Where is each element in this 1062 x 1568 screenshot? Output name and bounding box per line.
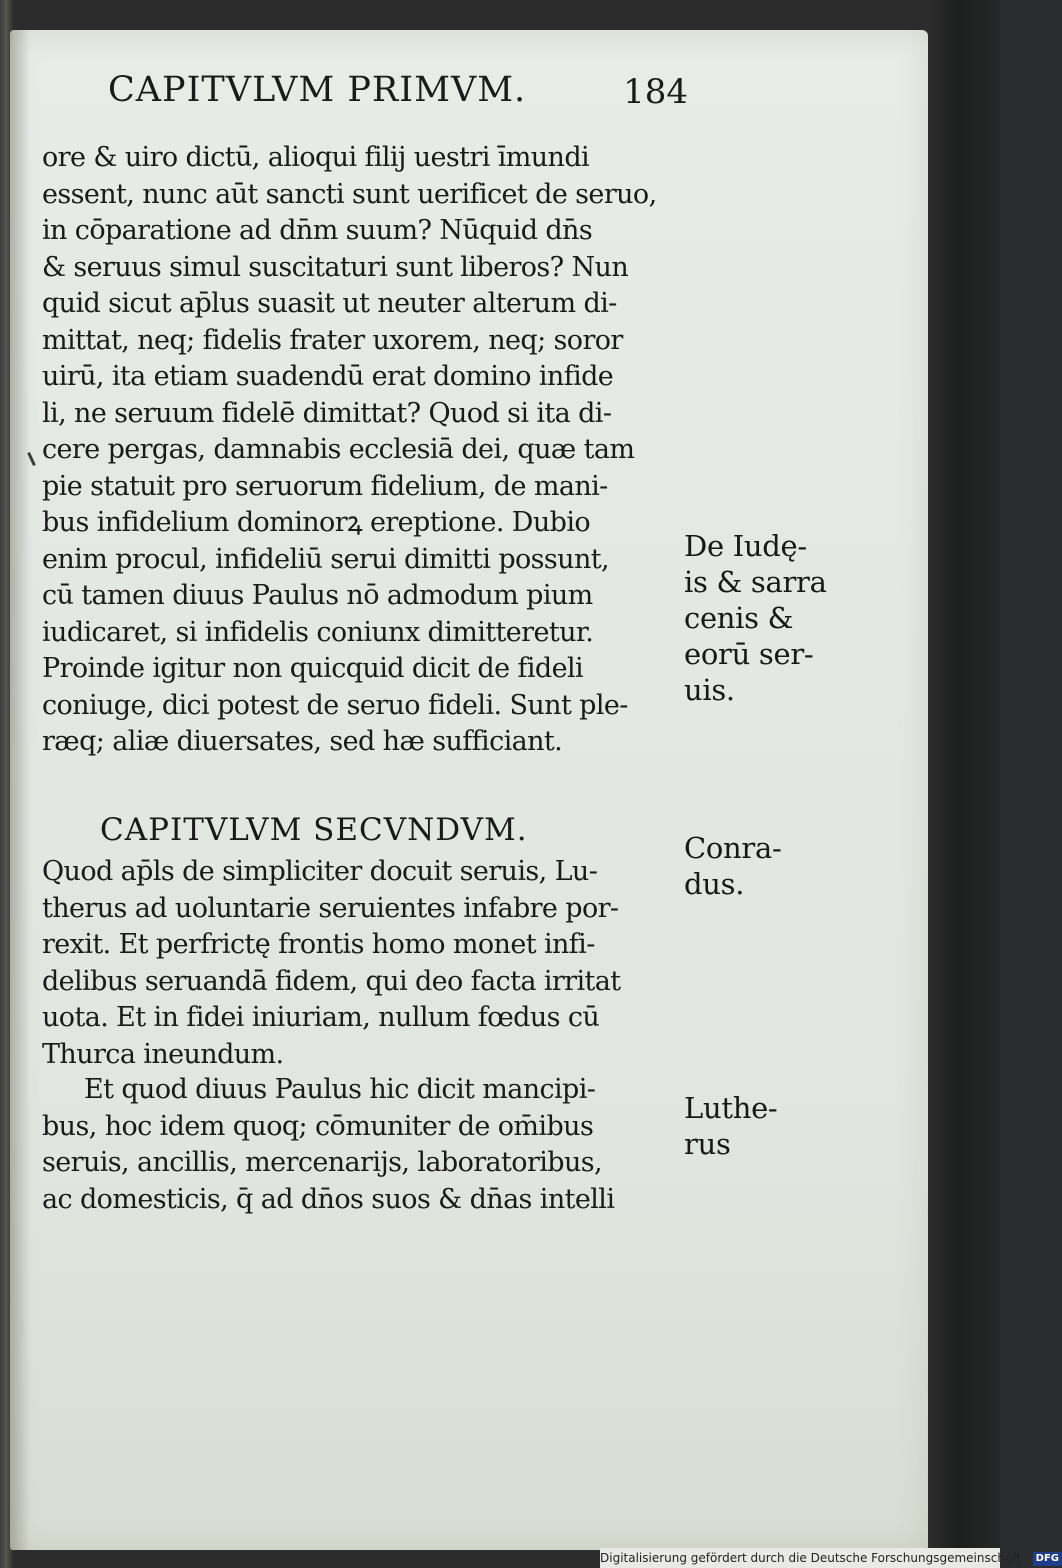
- body-text-block-1: [42, 140, 674, 761]
- marginal-line: Luthe-: [684, 1091, 778, 1125]
- text-line: pie statuit pro seruorum fidelium, de mani-: [42, 470, 608, 502]
- text-line: rexit. Et perfrictę frontis homo monet infi-: [42, 929, 595, 960]
- credit-text: Digitalisierung gefördert durch die Deutsche Forschungsgemeinschaft: [600, 1551, 1022, 1565]
- marginal-line: rus: [684, 1127, 731, 1161]
- text-line: delibus seruandā fidem, qui deo facta irritat: [42, 965, 621, 997]
- text-line: Proinde igitur non quicquid dicit de fideli: [42, 653, 584, 684]
- text-line: essent, nunc aūt sancti sunt uerificet de seruo,: [42, 178, 657, 210]
- text-line: cū tamen diuus Paulus nō admodum pium: [42, 580, 593, 611]
- marginal-note-3: [684, 1090, 777, 1162]
- chapter-heading: CAPITVLVM SECVNDVM.: [100, 812, 528, 848]
- text-line: Quod ap̄ls de simpliciter docuit seruis, Lu-: [42, 856, 598, 887]
- body-text-block-3: [42, 1072, 674, 1218]
- marginal-line: dus.: [684, 867, 745, 901]
- text-line: cere pergas, damnabis ecclesiā dei, quæ tam: [42, 434, 635, 465]
- text-line: uota. Et in fidei iniuriam, nullum fœdus cū: [42, 1002, 600, 1033]
- text-line: uirū, ita etiam suadendū erat domino infide: [42, 361, 614, 392]
- dfg-logo: DFG: [1033, 1552, 1062, 1566]
- marginal-note-2: [684, 830, 781, 902]
- text-line: bus infidelium dominorꝝ ereptione. Dubio: [42, 507, 591, 538]
- text-line: bus, hoc idem quoq; cōmuniter de om̄ibus: [42, 1110, 594, 1142]
- text-line: ac domesticis, q̄ ad dn̄os suos & dn̄as intelli: [42, 1183, 615, 1215]
- marginal-line: De Iudę-: [684, 529, 807, 563]
- page-gutter-shadow: [10, 30, 30, 1550]
- text-line: iudicaret, si infidelis coniunx dimitteretur.: [42, 616, 594, 648]
- text-line: ræq; aliæ diuersates, sed hæ sufficiant.: [42, 726, 563, 757]
- text-line: li, ne seruum fidelē dimittat? Quod si ita di-: [42, 397, 612, 429]
- text-line: ore & uiro dictū, alioqui filij uestri īmundi: [42, 142, 590, 173]
- text-line: quid sicut ap̄lus suasit ut neuter alterum di-: [42, 288, 617, 319]
- text-line: coniuge, dici potest de seruo fideli. Sunt ple-: [42, 689, 628, 721]
- marginal-note-1: [684, 528, 827, 708]
- text-line: in cōparatione ad dn̄m suum? Nūquid dn̄s: [42, 215, 593, 246]
- marginal-line: cenis &: [684, 601, 794, 635]
- marginal-line: is & sarra: [684, 565, 827, 599]
- running-title: CAPITVLVM PRIMVM.: [108, 70, 527, 110]
- text-line: mittat, neq; fidelis frater uxorem, neq; soror: [42, 324, 623, 356]
- text-line: & seruus simul suscitaturi sunt liberos? Nun: [42, 251, 629, 283]
- marginal-line: uis.: [684, 673, 735, 707]
- marginal-line: eorū ser-: [684, 637, 814, 671]
- running-head: [108, 62, 688, 122]
- folio-number: 184: [623, 72, 688, 112]
- text-line: seruis, ancillis, mercenarijs, laboratoribus,: [42, 1147, 602, 1178]
- body-text-block-2: [42, 854, 674, 1073]
- marginal-line: Conra-: [684, 831, 782, 865]
- text-line: Thurca ineundum.: [42, 1038, 284, 1070]
- text-line: enim procul, infideliū serui dimitti possunt,: [42, 543, 609, 575]
- text-line: Et quod diuus Paulus hic dicit mancipi-: [84, 1074, 596, 1105]
- digitization-credit: Digitalisierung gefördert durch die Deutsche Forschungsgemeinschaft · DFG: [600, 1548, 1000, 1568]
- text-line: therus ad uoluntarie seruientes infabre por-: [42, 892, 619, 924]
